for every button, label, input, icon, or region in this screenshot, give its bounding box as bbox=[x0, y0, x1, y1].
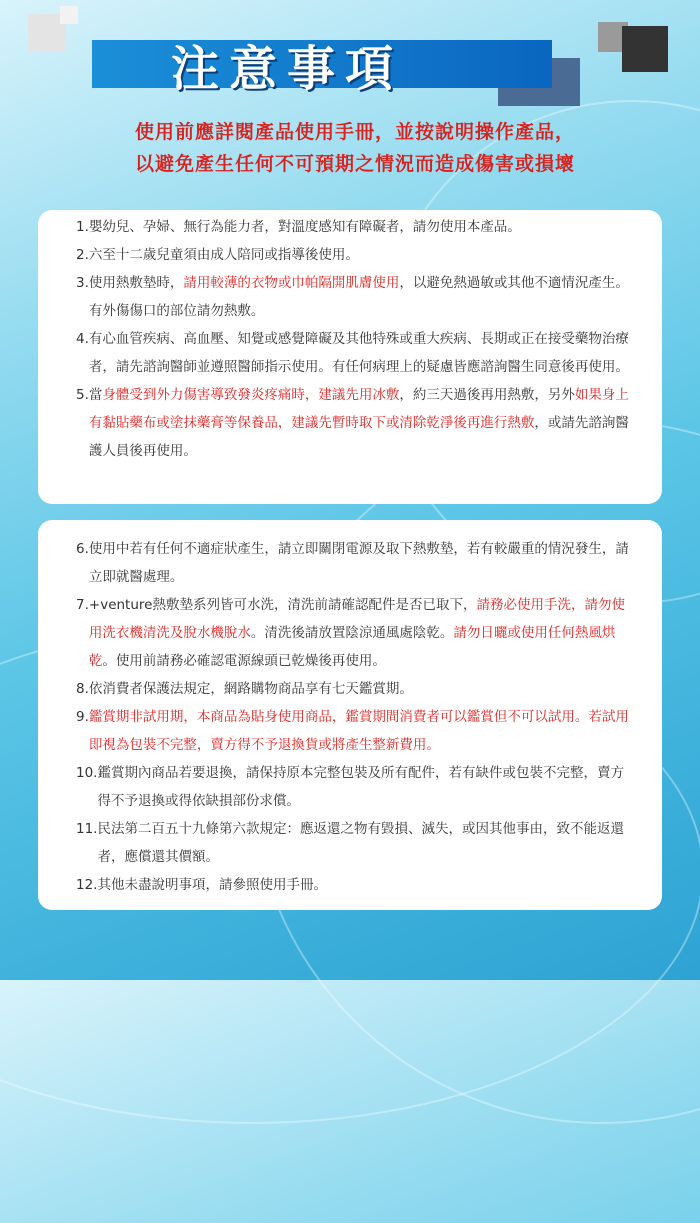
notice-item bbox=[76, 535, 632, 591]
item-text bbox=[97, 815, 632, 871]
notice-item bbox=[76, 871, 632, 899]
notice-item bbox=[76, 815, 632, 871]
item-text-segment: 當 bbox=[88, 387, 103, 403]
item-text bbox=[97, 871, 632, 899]
item-text-segment: +venture熱敷墊系列皆可水洗，清洗前請確認配件是否已取下， bbox=[88, 597, 477, 613]
item-text bbox=[89, 269, 632, 325]
item-text-segment: 使用中若有任何不適症狀產生，請立即關閉電源及取下熱敷墊，若有較嚴重的情況發生，請立即就醫處理。 bbox=[88, 541, 629, 585]
item-text bbox=[89, 675, 632, 703]
item-number: 12. bbox=[76, 877, 98, 893]
item-text-highlight: 請務必使用手洗，請勿使用洗衣機清洗及脫水機脫水 bbox=[88, 597, 625, 641]
warning-heading-line: 使用前應詳閱產品使用手冊，並按說明操作產品， bbox=[134, 121, 575, 143]
item-text bbox=[89, 591, 632, 675]
notice-item bbox=[76, 325, 632, 381]
item-text-segment: 六至十二歲兒童須由成人陪同或指導後使用。 bbox=[88, 247, 359, 263]
item-number: 6. bbox=[76, 541, 89, 557]
item-text-highlight: 請勿日曬或使用任何熱風烘乾 bbox=[88, 625, 616, 669]
notice-box-2 bbox=[38, 520, 662, 910]
item-number: 2. bbox=[76, 247, 89, 263]
notice-item bbox=[76, 381, 632, 465]
notice-item bbox=[76, 241, 632, 269]
item-text-segment: 嬰幼兒、孕婦、無行為能力者，對溫度感知有障礙者，請勿使用本產品。 bbox=[88, 219, 521, 235]
item-text-segment: 鑑賞期內商品若要退換，請保持原本完整包裝及所有配件，若有缺件或包裝不完整，賣方得不予退換或得依缺損部份求償。 bbox=[97, 765, 624, 809]
notice-item bbox=[76, 591, 632, 675]
item-text-highlight: 請用較薄的衣物或巾帕隔開肌膚使用 bbox=[183, 275, 400, 291]
item-number: 5. bbox=[76, 387, 89, 403]
item-text-segment: ，以避免熱過敏或其他不適情況產生。有外傷傷口的部位請勿熱敷。 bbox=[88, 275, 629, 319]
item-text bbox=[89, 381, 632, 465]
item-text-segment: ，或請先諮詢醫護人員後再使用。 bbox=[88, 415, 629, 459]
decor-square bbox=[622, 26, 668, 72]
item-text-segment: ，約三天過後再用熱敷，另外 bbox=[399, 387, 575, 403]
page-title: 注意事項 bbox=[170, 40, 403, 97]
item-text-highlight: 鑑賞期非試用期，本商品為貼身使用商品，鑑賞期間消費者可以鑑賞但不可以試用。若試用即視為包裝不完整，賣方得不予退換貨或將產生整新費用。 bbox=[88, 709, 629, 753]
item-text-segment: 有心血管疾病、高血壓、知覺或感覺障礙及其他特殊或重大疾病、長期或正在接受藥物治療者，請先諮詢醫師並遵照醫師指示使用。有任何病理上的疑慮皆應諮詢醫生同意後再使用。 bbox=[88, 331, 629, 375]
item-text bbox=[89, 213, 632, 241]
item-text-segment: 依消費者保護法規定，網路購物商品享有七天鑑賞期。 bbox=[88, 681, 413, 697]
item-number: 9. bbox=[76, 709, 89, 725]
item-text bbox=[89, 325, 632, 381]
item-text-segment: 使用熱敷墊時， bbox=[88, 275, 184, 291]
item-text bbox=[89, 241, 632, 269]
item-number: 1. bbox=[76, 219, 89, 235]
notice-box-1 bbox=[38, 210, 662, 504]
notice-item bbox=[76, 675, 632, 703]
item-text-highlight: 身體受到外力傷害導致發炎疼痛時，建議先用冰敷 bbox=[102, 387, 400, 403]
warning-heading-line: 以避免產生任何不可預期之情況而造成傷害或損壞 bbox=[134, 153, 575, 175]
notice-item bbox=[76, 703, 632, 759]
item-number: 4. bbox=[76, 331, 89, 347]
item-text bbox=[89, 535, 632, 591]
notice-item bbox=[76, 269, 632, 325]
item-text-highlight: 如果身上有黏貼藥布或塗抹藥膏等保養品，建議先暫時取下或清除乾淨後再進行熱敷 bbox=[88, 387, 629, 431]
notice-item bbox=[76, 759, 632, 815]
notice-item bbox=[76, 213, 632, 241]
item-text bbox=[89, 703, 632, 759]
item-text-segment: 。清洗後請放置陰涼通風處陰乾。 bbox=[250, 625, 454, 641]
item-text-segment: 其他未盡說明事項，請參照使用手冊。 bbox=[97, 877, 327, 893]
item-number: 10. bbox=[76, 765, 98, 781]
item-number: 8. bbox=[76, 681, 89, 697]
item-text bbox=[97, 759, 632, 815]
item-number: 11. bbox=[76, 821, 98, 837]
item-number: 3. bbox=[76, 275, 89, 291]
item-number: 7. bbox=[76, 597, 89, 613]
item-text-segment: 民法第二百五十九條第六款規定：應返還之物有毀損、滅失，或因其他事由，致不能返還者，應償還其價額。 bbox=[97, 821, 624, 865]
warning-heading bbox=[40, 116, 670, 180]
decor-square bbox=[60, 6, 78, 24]
item-text-segment: 。使用前請務必確認電源線頭已乾燥後再使用。 bbox=[102, 653, 386, 669]
